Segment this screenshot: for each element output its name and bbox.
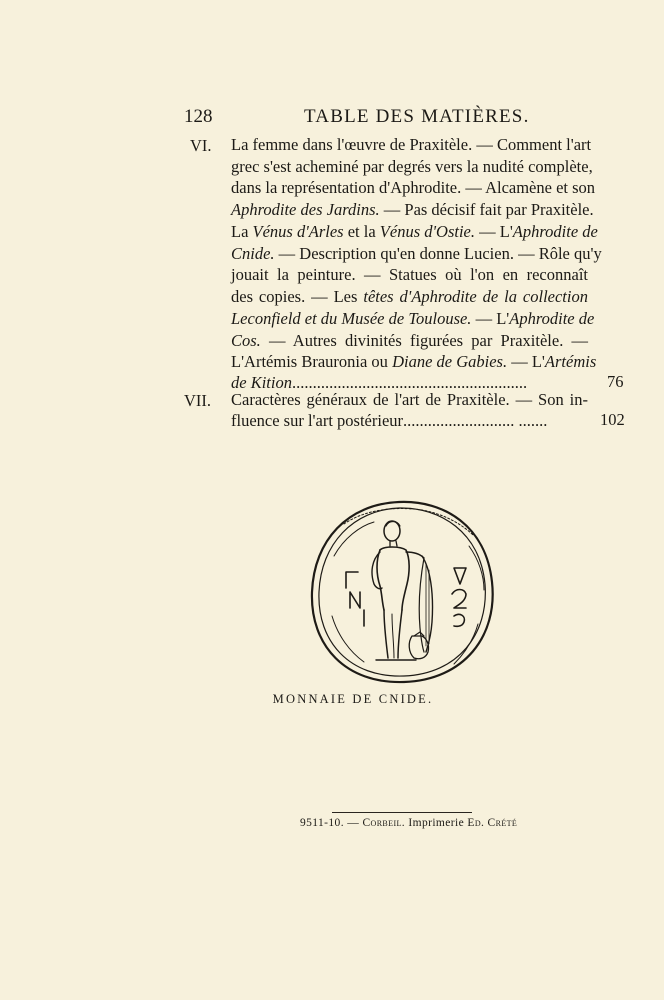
toc-line: Aphrodite des Jardins. — Pas décisif fait par Praxitèle. (231, 200, 594, 219)
toc-line: des copies. — Les têtes d'Aphrodite de la collection (231, 287, 588, 306)
toc-line: grec s'est acheminé par degrés vers la nudité complète, (231, 157, 593, 176)
coin-illustration (304, 496, 498, 688)
toc-line: dans la représentation d'Aphrodite. — Alcamène et son (231, 178, 596, 197)
toc-line: La Vénus d'Arles et la Vénus d'Ostie. — L'Aphrodite de (231, 222, 598, 241)
page-number: 128 (184, 106, 213, 127)
toc-line: Cnide. — Description qu'en donne Lucien. — Rôle qu'y (231, 244, 602, 263)
toc-line: jouait la peinture. — Statues où l'on en reconnaît (231, 265, 588, 284)
figure-caption: MONNAIE DE CNIDE. (272, 692, 434, 706)
printer-name: Ed. Crété (467, 817, 518, 829)
colophon-rule (332, 812, 472, 813)
page-reference: 76 (607, 372, 624, 391)
toc-line-leader: fluence sur l'art postérieur........................... ....... (231, 411, 548, 430)
toc-line: L'Artémis Brauronia ou Diane de Gabies. — L'Artémis (231, 352, 597, 371)
job-number: 9511-10. (300, 817, 344, 829)
chapter-numeral: VII. (184, 391, 212, 410)
printer-city: Corbeil. (362, 817, 406, 829)
page-reference: 102 (600, 410, 625, 429)
toc-line: Caractères généraux de l'art de Praxitèle. — Son in- (231, 390, 588, 409)
toc-line: La femme dans l'œuvre de Praxitèle. — Comment l'art (231, 135, 592, 154)
running-head: TABLE DES MATIÈRES. (304, 106, 530, 127)
toc-line: Leconfield et du Musée de Toulouse. — L'Aphrodite de (231, 309, 595, 328)
chapter-numeral: VI. (190, 136, 212, 155)
printer-colophon: 9511-10. — Corbeil. Imprimerie Ed. Crété (300, 817, 518, 829)
toc-line: Cos. — Autres divinités figurées par Praxitèle. — (231, 331, 588, 350)
toc-line-leader: de Kition......................................................... (231, 373, 528, 392)
